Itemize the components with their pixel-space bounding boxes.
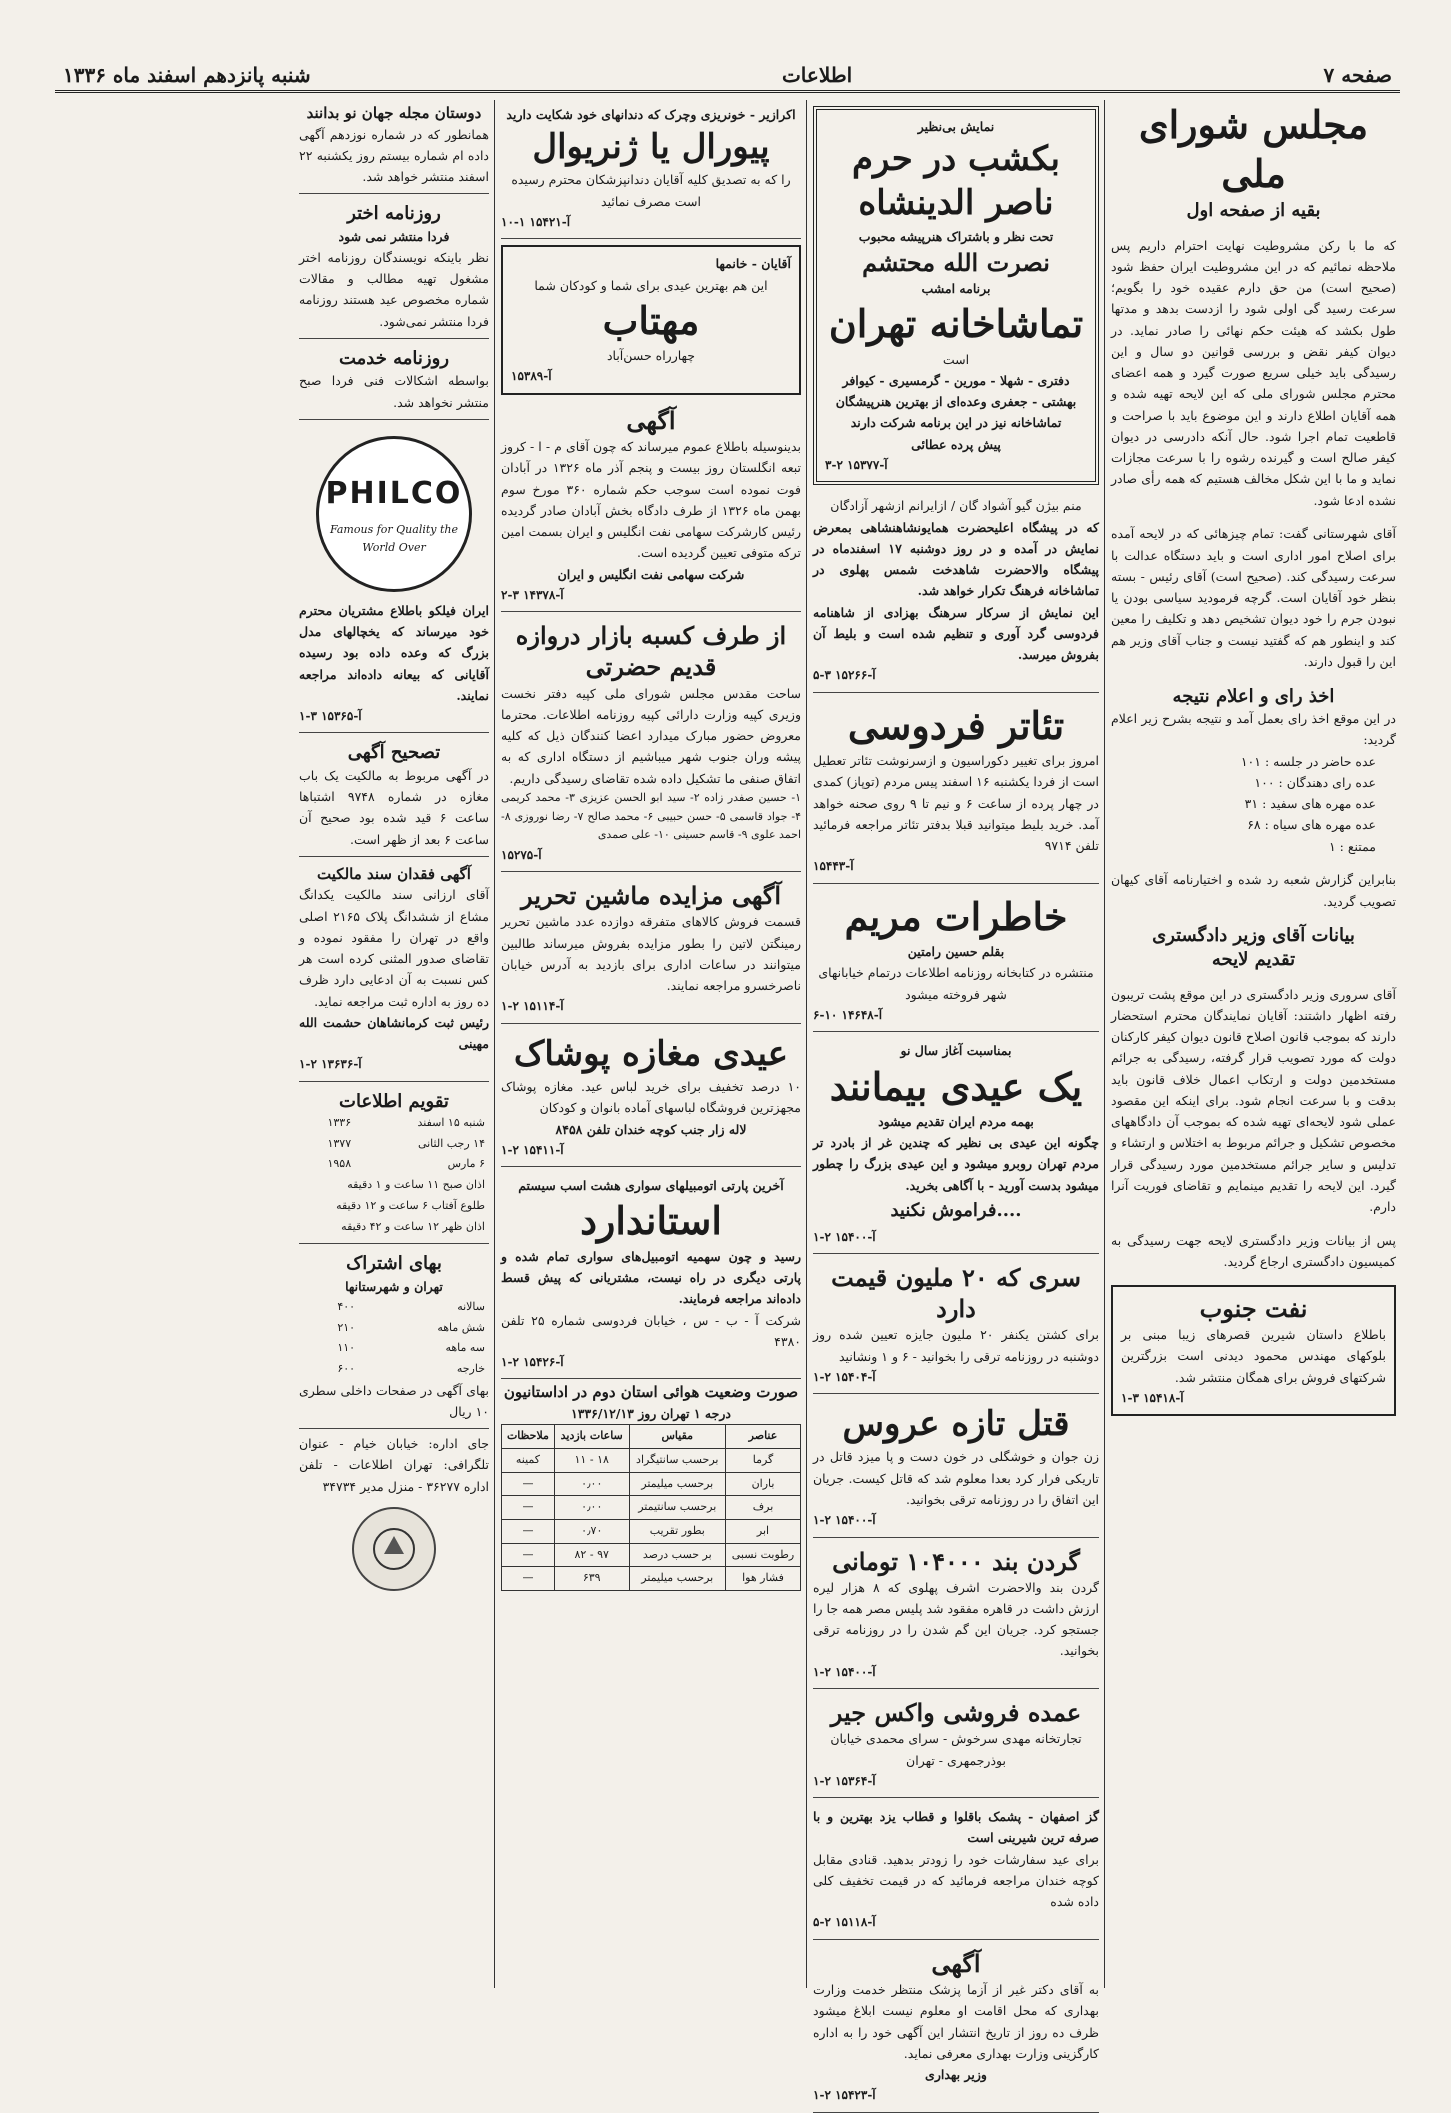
ad-code: آ-۱۵۴۰۴ ۲-۱ (813, 1369, 876, 1384)
calendar-title: تقویم اطلاعات (339, 1090, 449, 1112)
ad-typewriter (501, 876, 801, 1024)
ad-code: آ-۱۵۴۲۶ ۲-۱ (501, 1355, 564, 1370)
ad-notice (813, 1944, 1099, 2113)
logo-wordmark: PHILCO (325, 475, 463, 511)
ad-tag: نمایش بی‌نظیر (917, 119, 995, 134)
ad-text: تحت نظر و باشتراک هنرپیشه محبوب (858, 228, 1054, 244)
calendar-row: اذان ظهر ۱۲ ساعت و ۴۲ دقیقه (341, 1219, 485, 1233)
notice-text: همانطور که در شماره نوزدهم آگهی داده ام شماره بیستم روز یکشنبه ۲۲ اسفند منتشر خواهد شد. (299, 126, 489, 184)
ad-text: را که به تصدیق کلیه آقایان دندانپزشکان محترم رسیده است مصرف نمائید (511, 172, 791, 209)
ad-wax (813, 1693, 1099, 1798)
ad-text: تجارتخانه مهدی سرخوش - سرای محمدی خیابان بوذرجمهری - تهران (830, 1731, 1082, 1768)
column-divider (494, 100, 495, 1988)
ad-standard (501, 1171, 801, 1379)
ad-memoir (813, 888, 1099, 1033)
vote-row: عده رای دهندگان : ۱۰۰ (1254, 774, 1376, 790)
ad-text: ایران فیلکو باطلاع مشتریان محترم خود میرساند که یخچالهای مدل بزرگ که وعده داده بود رسیده آقایانی که بیعانه داده‌اند مراجعه نمایند. (299, 602, 489, 703)
subscription-title: بهای اشتراک (346, 1253, 442, 1275)
ad-text: ۱۰ درصد تخفیف برای خرید لباس عید. مغازه پوشاک مجهزترین فروشگاه لباسهای آماده بانوان و کودکان (501, 1079, 801, 1116)
notice-sign: رئیس ثبت کرمانشاهان حشمت الله مهینی (299, 1014, 489, 1052)
vote-row: عده مهره های سفید : ۳۱ (1244, 796, 1376, 812)
weather-table (501, 1424, 801, 1591)
calendar-row: شنبه ۱۵ اسفند ۱۳۳۶ (327, 1116, 485, 1130)
ad-title: یک عیدی بیمانند (829, 1063, 1083, 1109)
calendar (299, 1086, 489, 1245)
vote-results (1111, 751, 1396, 857)
table-row: سالانه ۴۰۰ (337, 1299, 485, 1313)
ad-code: آ-۱۴۳۷۸ ۳-۲ (501, 587, 564, 602)
table-header: ساعات بازدید (554, 1425, 629, 1449)
article-subtitle: بقیه از صفحه اول (1186, 199, 1321, 221)
section-heading: تقدیم لایحه (1211, 948, 1296, 970)
ad-code: آ-۱۵۲۷۵ (501, 847, 542, 862)
ad-code: آ-۱۵۴۰۰ ۲-۱ (813, 1664, 876, 1679)
poem: منم بیژن گیو آشواد گان / ازایرانم ازشهر آزادگان (830, 498, 1082, 514)
office-address: جای اداره: خیابان خیام - عنوان تلگرافی: تهران اطلاعات - تلفن اداره ۳۶۲۷۷ - منزل مدیر ۳۴۷۳۴ (299, 1436, 489, 1494)
notice-correction (299, 737, 489, 856)
ad-clothing (501, 1028, 801, 1167)
ad-exhibit (813, 491, 1099, 692)
ad-title: گردن بند ۱۰۴۰۰۰ تومانی (832, 1546, 1080, 1576)
ad-code: آ-۱۵۳۷۷ ۲-۳ (825, 457, 888, 472)
subscription (299, 1248, 489, 1429)
ad-theater (813, 697, 1099, 884)
ad-text: بدینوسیله باطلاع عموم میرساند که چون آقای م - ا - کروز تبعه انگلستان روز بیست و پنجم آذر ماه ۱۳۲۶ در آبادان فوت نموده است سوجب حکم شماره ۳۶۰ مورخ سوم بهمن ماه ۱۳۲۶ از طرف دادگاه بخش آبادان صادر گردیده رئیس کارشرکت سهامی نفت انگلیس و ایران بسمت امین ترکه متوفی تعیین گردیده است. (501, 439, 802, 561)
ad-note: پیش پرده عطائی (911, 436, 1001, 452)
article-paragraph: که ما با رکن مشروطیت نهایت احترام داریم پس ملاحظه نمائیم که در این مشروطیت ایران حفظ شود (صحیح است) من حق دارم عقیده خود را بگویم؛ سرعت رسید گی اولی شود را ازدست بدهد و مدتها طول بکشد که هیئت حکم نهائی را صادر نماید. در دیوان کیفر نقض و بررسی قوانین دو سال و این رسیدگی باید خیلی سریع صورت گیرد و همه اعضای محترم مجلس شورای ملی که این لایحه تهیه شده و همه آقایان اطلاع دارند و این موضوع باید با صراحت و قاطعیت تمام اجرا شود. حال آنکه دادرسی در دیوان کیفر صالح است و گیرنده رشوه را با سرعت مجازات نماید و ما با این شکل مخالف هستیم که همه رأی صادر نشده ادعا شود. (1111, 237, 1396, 508)
ad-text: رسید و چون سهمیه اتومبیل‌های سواری تمام شده و پارتی دیگری در راه نیست، مشتریانی که پیش قسط داده‌اند مراجعه فرمایند. (501, 1248, 801, 1307)
section-heading: بیانات آقای وزیر دادگستری (1152, 925, 1355, 947)
weather-subtitle: درجه ۱ تهران روز ۱۳۳۶/۱۲/۱۳ (571, 1405, 731, 1421)
ad-code: آ-۱۵۳۶۵ ۳-۱ (299, 709, 362, 724)
subscription-head: تهران و شهرستانها (345, 1278, 443, 1294)
subscription-table (299, 1297, 489, 1380)
ad-title: پیورال یا ژنریوال (532, 127, 770, 168)
ad-code: آ-۱۵۴۰۰ ۲-۱ (813, 1513, 876, 1528)
notice-jahan-no (299, 100, 489, 194)
calendar-row: طلوع آفتاب ۶ ساعت و ۱۲ دقیقه (336, 1198, 485, 1212)
ad-title: مهتاب (602, 297, 700, 343)
emblem-stamp-icon (352, 1507, 436, 1591)
ad-title: عیدی مغازه پوشاک (513, 1033, 789, 1074)
notice-title: آگهی فقدان سند مالکیت (317, 864, 471, 883)
ad-sign: شرکت سهامی نفت انگلیس و ایران (557, 566, 745, 582)
vote-row: ممتنع : ۱ (1328, 838, 1376, 854)
column-ads (501, 100, 801, 1988)
calendar-row: ۶ مارس ۱۹۵۸ (327, 1157, 485, 1171)
ad-text: به آقای دکتر غیر از آزما پزشک منتظر خدمت وزارت بهداری که محل اقامت او معلوم نیست ابلاغ میشود ظرف ده روز از تاریخ انتشار این آگهی خود را به اداره کارگزینی وزارت بهداری معرفی نماید. (813, 1982, 1099, 2061)
paper-name: اطلاعات (781, 63, 853, 87)
ad-mahtab (501, 245, 801, 395)
column-divider (1104, 100, 1105, 1988)
ad-code: آ-۱۵۴۲۳ ۲-۱ (813, 2088, 876, 2103)
notice-title: دوستان مجله جهان نو بدانند (306, 104, 482, 122)
ad-author: بقلم حسین رامتین (907, 944, 1005, 960)
ad-text: منتشره در کتابخانه روزنامه اطلاعات درتمام خیابانهای شهر فروخته میشود (818, 965, 1094, 1002)
philco-logo (316, 436, 472, 592)
ad-code: آ-۱۳۶۳۶ ۲-۱ (299, 1057, 362, 1072)
ad-star: نصرت الله محتشم (862, 247, 1050, 277)
signer-list: ۱- حسین صفدر زاده ۲- سید ابو الحسن عزیزی ۳- محمد کریمی ۴- جواد قاسمی ۵- حسن حبیبی ۶- محمد صالح ۷- رضا نوروزی ۸- احمد علوی ۹- قاسم حسینی ۱۰- علی صمدی (501, 790, 801, 842)
ad-text: که در پیشگاه اعلیحضرت همایونشاهنشاهی بمعرض نمایش در آمده و در روز دوشنبه ۱۷ اسفندماه در پیشگاه والاحضرت شاهدخت شمس پهلوی در تماشاخانه فرهنگ تکرار خواهد شد. (813, 519, 1099, 599)
calendar-row: اذان صبح ۱۱ ساعت و ۱ دقیقه (347, 1178, 485, 1192)
table-row: گرما برحسب سانتیگراد ۱۸ - ۱۱ کمینه (502, 1448, 801, 1472)
table-header: عناصر (726, 1425, 801, 1449)
table-row: ابر بطور تقریب ۰٫۷۰ — (502, 1519, 801, 1543)
ad-title: آگهی (626, 405, 676, 435)
ad-title: گز اصفهان - پشمک باقلوا و قطاب یزد بهترین و با صرفه ترین شیرینی است (813, 1809, 1099, 1846)
ad-text: ساحت مقدس مجلس شورای ملی کپیه دفتر نخست وزیری کپیه وزارت دارائی کپیه روزنامه اطلاعات. محترما معروض حضور مبارک میدارد اعضا کنندگان ذیل که کلیه پیشه وران جنوب شهر میباشیم از دستگاه اداری که به اتفاق صنفی ما تشکیل داده شده تقاضای رسیدگی داریم. (501, 685, 801, 786)
article-paragraph: بنابراین گزارش شعبه رد شده و اختیارنامه آقای کیهان تصویب گردید. (1111, 872, 1396, 909)
notice-text: آقای ارزانی سند مالکیت یکدانگ مشاع از ششدانگ پلاک ۲۱۶۵ اصلی واقع در تهران را مفقود نموده و تقاضای صدور المثنی کرده است هر کس نسبت به آن ادعایی دارد ظرف ده روز به اداره ثبت مراجعه نماید. (299, 887, 490, 1009)
page-number: صفحه ۷ (1323, 63, 1392, 87)
notice-text: نظر باینکه نویسندگان روزنامه اختر مشغول تهیه مطالب و مقالات شماره مخصوص عید هستند روزنامه فردا منتشر نمی‌شود. (299, 249, 489, 329)
notice-khedmat (299, 343, 489, 420)
table-row: برف برحسب سانتیمتر ۰٫۰۰ — (502, 1496, 801, 1520)
ad-tag: آقایان - خانمها (715, 256, 791, 272)
column-entertainment (813, 100, 1099, 2103)
ad-title: از طرف کسبه بازار دروازه قدیم حضرتی (515, 621, 787, 682)
ad-title: بکشب در حرم ناصر الدینشاه (851, 139, 1061, 224)
table-header-row (502, 1425, 801, 1449)
notice-text: در آگهی مربوط به مالکیت یک باب مغازه در شماره ۹۷۴۸ اشتباها ساعت ۶ قید شده بود صحیح آن ساعت ۶ بعد از ظهر است. (299, 767, 489, 847)
page-header (55, 60, 1400, 93)
ad-secret (813, 1258, 1099, 1394)
ad-text: برای کشتن یکنفر ۲۰ ملیون جایزه تعیین شده روز دوشنبه در روزنامه ترقی را بخوانید - ۶ و ۱ ونشانید (813, 1327, 1099, 1364)
table-row: سه ماهه ۱۱۰ (337, 1341, 485, 1355)
ad-code: آ-۱۵۳۶۴ ۲-۱ (813, 1773, 876, 1788)
ad-foot: ....فراموش نکنید (890, 1199, 1022, 1221)
ad-title: آگهی (931, 1948, 981, 1978)
ad-title: خاطرات مریم (844, 893, 1068, 939)
article-paragraph: آقای شهرستانی گفت: تمام چیزهائی که در لایحه آمده برای اصلاح امور اداری است و باید دستگاه عدالت با سرعت رسیدگی کند. (صحیح است) آقای رئیس - بسته بنظر خود آقایان است. گرچه فرمودید سیاسی بودن یا نبودن جرم را خود دیوان تشخیص دهد و تکلیف را معین کند و اینطور هم که گفتید نیست و جناب آقای وزیر هم این را قبول دارند. (1111, 526, 1396, 669)
vote-row: عده حاضر در جلسه : ۱۰۱ (1240, 753, 1376, 769)
weather-report (501, 1383, 801, 1591)
table-row: خارجه ۶۰۰ (337, 1361, 485, 1375)
table-row: شش ماهه ۲۱۰ (337, 1320, 485, 1334)
calendar-row: ۱۴ رجب الثانی ۱۳۷۷ (327, 1136, 485, 1150)
ad-philco (299, 424, 489, 734)
ad-necklace (813, 1542, 1099, 1690)
ad-code: آ-۱۵۲۶۶ ۳-۵ (813, 668, 876, 683)
ad-code: آ-۱۵۴۱۱ ۲-۱ (501, 1142, 564, 1157)
ad-code: آ-۱۵۱۱۸ ۲-۵ (813, 1915, 876, 1930)
ad-code: آ-۱۵۴۱۸ ۳-۱ (1121, 1390, 1184, 1405)
article-paragraph: پس از بیانات وزیر دادگستری لایحه جهت رسیدگی به کمیسیون دادگستری ارجاع گردید. (1111, 1232, 1396, 1270)
ad-text: چگونه این عیدی بی نظیر که چندین غر از بادرد تر مردم تهران روبرو میشود و این عیدی بزرگ را چطور میشود بدست آورید - با آگاهی بخرید. (813, 1135, 1099, 1193)
ad-address: شرکت آ - ب - س ، خیابان فردوسی شماره ۲۵ تلفن ۴۳۸۰ (501, 1312, 801, 1349)
table-row: رطوبت نسبی بر حسب درصد ۹۷ - ۸۲ — (502, 1543, 801, 1567)
ad-show (813, 106, 1099, 485)
ad-text: قسمت فروش کالاهای متفرقه دوازده عدد ماشین تحریر رمینگتن لاتین را بطور مزایده بفروش میرساند طالبین میتوانند در ساعات اداری برای بازدید به آدرس خیابان ناصرخسرو مراجعه نمایند. (501, 914, 801, 994)
ad-notice-oil (501, 401, 801, 612)
ad-title: نفت جنوب (1199, 1293, 1308, 1323)
ad-dental (501, 100, 801, 239)
table-header: مقیاس (629, 1425, 726, 1449)
notice-subtitle: فردا منتشر نمی شود (338, 228, 450, 244)
vote-heading: اخذ رای و اعلام نتیجه (1172, 685, 1335, 707)
ad-code: آ-۱۵۱۱۴ ۲-۱ (501, 999, 564, 1014)
article-title: مجلس شورای ملی (1138, 102, 1369, 197)
ad-code: آ-۱۵۴۴۳ (813, 859, 854, 874)
ad-code: آ-۱۵۴۲۱ ۱-۱۰ (501, 214, 571, 229)
ad-oil (1111, 1285, 1396, 1416)
ad-code: آ-۱۵۳۸۹ (511, 369, 552, 384)
issue-date: شنبه پانزدهم اسفند ماه ۱۳۳۶ (63, 63, 311, 87)
ad-bazaar (501, 616, 801, 872)
ad-murder (813, 1398, 1099, 1537)
ad-text: زن جوان و خوشگلی در خون دست و پا میزد قاتل در تاریکی فرار کرد بعدا معلوم شد که قاتل کیست. جریان این اتفاق را در روزنامه ترقی بخوانید. (813, 1449, 1099, 1507)
weather-title: صورت وضعیت هوائی استان دوم در اداستانیون (503, 1383, 799, 1402)
ad-text: برای عید سفارشات خود را زودتر بدهید. قنادی مقابل کوچه خندان مراجعه فرمائید که در قیمت تخفیف کلی داده شده (813, 1851, 1099, 1910)
ad-address: چهارراه حسن‌آباد (606, 348, 696, 364)
calendar-table (299, 1113, 489, 1237)
notice-title: روزنامه خدمت (338, 347, 450, 369)
notice-lost-deed (299, 861, 489, 1082)
ad-sub: بهمه مردم ایران تقدیم میشود (878, 1113, 1034, 1129)
ad-tag: بمناسبت آغاز سال نو (900, 1043, 1012, 1059)
ad-title: آگهی مزایده ماشین تحریر (521, 881, 781, 911)
column-notices (299, 100, 489, 1988)
ad-head: آخرین پارتی اتومبیلهای سواری هشت اسب سیستم (518, 1178, 784, 1194)
column-parliament (1111, 100, 1396, 1988)
notice-title: روزنامه اختر (347, 203, 441, 225)
ad-code: آ-۱۴۶۴۸ ۱۰-۶ (813, 1007, 883, 1022)
ad-eid (813, 1036, 1099, 1254)
ad-text: است (942, 351, 970, 367)
ad-cast: دفتری - شهلا - مورین - گرمسیری - کیوافر بهشتی - جعفری وعده‌ای از بهترین هنرپیشگان تماشاخانه نیز در این برنامه شرکت دارند (835, 372, 1077, 431)
ad-text: باطلاع داستان شیرین قصرهای زیبا مبنی بر بلوکهای مهندس محمود دیدنی است بزرگترین شرکتهای فروش برای همگان منتشر شد. (1121, 1327, 1386, 1385)
ad-title: تئاتر فردوسی (847, 702, 1065, 748)
article-paragraph: آقای سروری وزیر دادگستری در این موقع پشت تریبون رفته اظهار داشتند: آقایان نمایندگان محترم استحضار دارند که بموجب قانون اصلاح قانون دیوان کیفر کارکنان دولت که مورد تصویب قرار گرفته، رسیدگی به جرائم مستخدمین دولت و ارتکاب اعمال خلاف قانون باید بدقت و با سرعت انجام شود. برای اینکه این مقصود عملی شود لایحه‌ای تهیه شده که بموجب آن دادگاههای مخصوص تشکیل و جرائم مربوط به اختلاس و ارتشاء و تدلیس و سایر جرائم مستخدمین مورد رسیدگی قرار گیرد. این لایحه را تقدیم مینمایم و تقاضای فوریت آنرا دارم. (1111, 986, 1396, 1215)
ad-sign: وزیر بهداری (925, 2067, 987, 2082)
table-row: باران برحسب میلیمتر ۰٫۰۰ — (502, 1472, 801, 1496)
notice-akhtar (299, 198, 489, 339)
column-divider (806, 100, 807, 1988)
ad-text: برنامه امشب (921, 281, 991, 297)
subscription-note: بهای آگهی در صفحات داخلی سطری ۱۰ ریال (299, 1382, 489, 1419)
ad-title: قتل تازه عروس (842, 1404, 1070, 1445)
ad-venue: تماشاخانه تهران (828, 301, 1084, 347)
notice-title: تصحیح آگهی (347, 742, 441, 764)
logo-tagline: Famous for Quality the World Over (329, 522, 458, 555)
ad-text: گردن بند والاحضرت اشرف پهلوی که ۸ هزار لیره ارزش داشت در قاهره مفقود شد پلیس مصر همه جا را جستجو کرد. جریان این گم شدن را در روزنامه ترقی بخوانید. (813, 1579, 1099, 1659)
ad-head: اکرازیر - خونریزی وچرک که دندانهای خود شکایت دارید (506, 107, 796, 122)
ad-text: امروز برای تغییر دکوراسیون و ازسرنوشت تئاتر تعطیل است از فردا یکشنبه ۱۶ اسفند پیس مردم (توپاز) کمدی در چهار پرده از ساعت ۶ و نیم تا ۹ روی صحنه خواهد آمد. خرید بلیط میتوانید قبلا بدفتر تئاتر مراجعه فرمائید تلفن ۹۷۱۴ (813, 753, 1099, 854)
ad-title: عمده فروشی واکس جیر (830, 1698, 1082, 1728)
table-header: ملاحظات (502, 1425, 555, 1449)
ad-title: استاندارد (580, 1198, 722, 1244)
vote-intro: در این موقع اخذ رای بعمل آمد و نتیجه بشرح زیر اعلام گردید: (1111, 711, 1396, 748)
vote-row: عده مهره های سیاه : ۶۸ (1247, 817, 1376, 833)
ad-text: این نمایش از سرکار سرهنگ بهزادی از شاهنامه فردوسی گرد آوری و تنظیم شده است و بلیط آن بفروش میرسد. (813, 604, 1099, 663)
ad-address: لاله زار جنب کوچه خندان تلفن ۸۴۵۸ (555, 1121, 747, 1137)
table-row: فشار هوا برحسب میلیمتر ۶۳۹ — (502, 1567, 801, 1591)
ad-code: آ-۱۵۴۰۰ ۲-۱ (813, 1229, 876, 1244)
ad-sweets (813, 1802, 1099, 1940)
ad-text: این هم بهترین عیدی برای شما و کودکان شما (534, 277, 768, 293)
notice-text: بواسطه اشکالات فنی فردا صبح منتشر نخواهد شد. (299, 373, 489, 410)
ad-title: سری که ۲۰ ملیون قیمت دارد (831, 1262, 1081, 1324)
